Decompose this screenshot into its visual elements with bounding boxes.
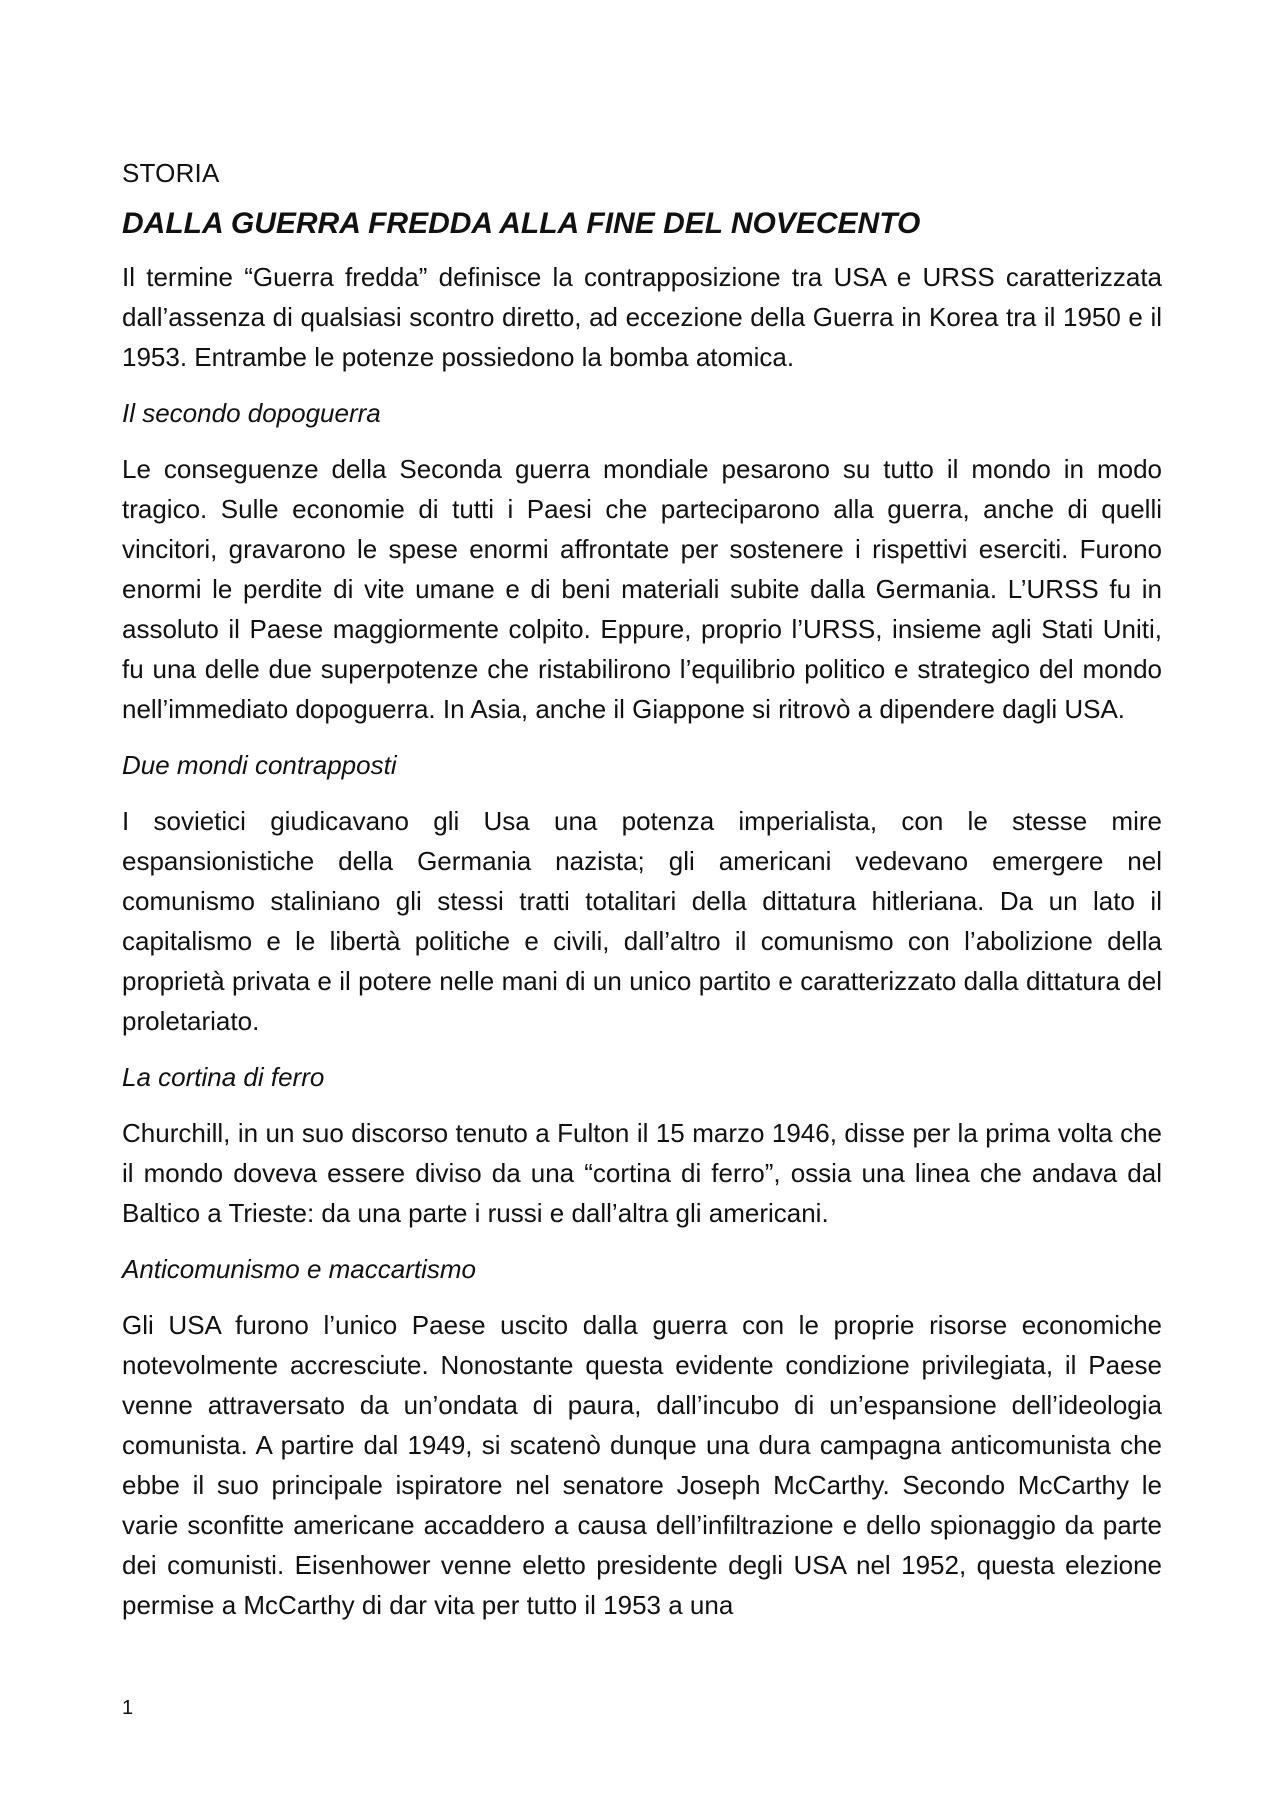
section-paragraph-secondo-dopoguerra: Le conseguenze della Seconda guerra mondiale pesarono su tutto il mondo in modo tragico. Sulle economie di tutti i Paesi che parteciparono alla guerra, anche di quelli vincitori, gravarono le spese enormi affrontate per sostenere i rispettivi eserciti. Furono enormi le perdite di vite umane e di beni materiali subite dalla Germania. L’URSS fu in assoluto il Paese maggiormente colpito. Eppure, proprio l’URSS, insieme agli Stati Uniti, fu una delle due superpotenze che ristabilirono l’equilibrio politico e strategico del mondo nell’immediato dopoguerra. In Asia, anche il Giappone si ritrovò a dipendere dagli USA.: [122, 454, 1162, 724]
section-heading-due-mondi: Due mondi contrapposti: [122, 750, 397, 780]
section-paragraph-due-mondi: I sovietici giudicavano gli Usa una potenza imperialista, con le stesse mire espansionistiche della Germania nazista; gli americani vedevano emergere nel comunismo staliniano gli stessi tratti totalitari della dittatura hitleriana. Da un lato il capitalismo e le libertà politiche e civili, dall’altro il comunismo con l’abolizione della proprietà privata e il potere nelle mani di un unico partito e caratterizzato dalla dittatura del proletariato.: [122, 806, 1162, 1036]
document-body: [122, 153, 1162, 1641]
section-heading-cortina-di-ferro: La cortina di ferro: [122, 1062, 325, 1092]
section-paragraph-maccartismo: Gli USA furono l’unico Paese uscito dalla guerra con le proprie risorse economiche notevolmente accresciute. Nonostante questa evidente condizione privilegiata, il Paese venne attraversato da un’ondata di paura, dall’incubo di un’espansione dell’ideologia comunista. A partire dal 1949, si scatenò dunque una dura campagna anticomunista che ebbe il suo principale ispiratore nel senatore Joseph McCarthy. Secondo McCarthy le varie sconfitte americane accaddero a causa dell’infiltrazione e dello spionaggio da parte dei comunisti. Eisenhower venne eletto presidente degli USA nel 1952, questa elezione permise a McCarthy di dar vita per tutto il 1953 a una: [122, 1310, 1162, 1620]
document-subject: STORIA: [122, 158, 220, 188]
intro-paragraph: Il termine “Guerra fredda” definisce la contrapposizione tra USA e URSS caratterizzata dall’assenza di qualsiasi scontro diretto, ad eccezione della Guerra in Korea tra il 1950 e il 1953. Entrambe le potenze possiedono la bomba atomica.: [122, 262, 1162, 372]
section-heading-maccartismo: Anticomunismo e maccartismo: [122, 1254, 476, 1284]
section-paragraph-cortina-di-ferro: Churchill, in un suo discorso tenuto a Fulton il 15 marzo 1946, disse per la prima volta che il mondo doveva essere diviso da una “cortina di ferro”, ossia una linea che andava dal Baltico a Trieste: da una parte i russi e dall’altra gli americani.: [122, 1118, 1162, 1228]
page-number: 1: [122, 1697, 134, 1719]
section-heading-secondo-dopoguerra: Il secondo dopoguerra: [122, 398, 381, 428]
document-title: DALLA GUERRA FREDDA ALLA FINE DEL NOVECENTO: [122, 207, 921, 240]
